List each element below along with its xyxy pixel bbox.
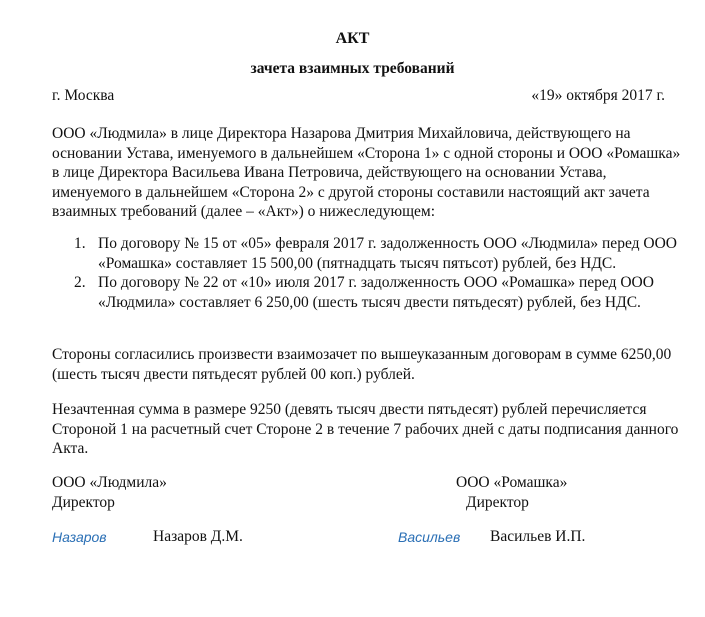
list-item bbox=[52, 234, 692, 273]
signatory-right-name: Васильев И.П. bbox=[490, 528, 586, 545]
list-item bbox=[52, 273, 692, 312]
list-item-number: 1. bbox=[74, 235, 86, 252]
document-date: «19» октября 2017 г. bbox=[531, 87, 665, 104]
intro-paragraph: ООО «Людмила» в лице Директора Назарова Дмитрия Михайловича, действующего на основании Устава, именуемого в дальнейшем «Сторона 1» с одной стороны и ООО «Ромашка» в лице Директора Васильева Ивана Петровича, действующего на основании Устава, именуемого в дальнейшем «Сторона 2» с другой стороны составили настоящий акт зачета взаимных требований (далее – «Акт») о нижеследующем: bbox=[52, 125, 681, 220]
party-left-block bbox=[52, 473, 167, 512]
signature-left: Назаров bbox=[52, 529, 107, 545]
list-item-text: По договору № 15 от «05» февраля 2017 г. задолженность ООО «Людмила» перед ООО «Ромашка» составляет 15 500,00 (пятнадцать тысяч пятьсот) рублей, без НДС. bbox=[98, 235, 677, 272]
party-right-org: ООО «Ромашка» bbox=[456, 474, 568, 491]
document-title: АКТ bbox=[335, 30, 370, 47]
party-right-role: Директор bbox=[466, 493, 529, 511]
party-left-org: ООО «Людмила» bbox=[52, 474, 167, 491]
list-item-text: По договору № 22 от «10» июля 2017 г. задолженность ООО «Ромашка» перед ООО «Людмила» составляет 6 250,00 (шесть тысяч двести пятьдесят) рублей, без НДС. bbox=[98, 274, 654, 311]
party-right-block bbox=[456, 473, 567, 512]
signatory-left-name: Назаров Д.М. bbox=[153, 528, 243, 545]
list-item-number: 2. bbox=[74, 274, 86, 291]
agreement-paragraph: Стороны согласились произвести взаимозачет по вышеуказанным договорам в сумме 6250,00 (шесть тысяч двести пятьдесят рублей 00 коп.) рублей. bbox=[52, 346, 672, 383]
remainder-paragraph: Незачтенная сумма в размере 9250 (девять тысяч двести пятьдесят) рублей перечисляется Стороной 1 на расчетный счет Стороне 2 в течение 7 рабочих дней с даты подписания данного Акта. bbox=[52, 401, 679, 457]
document-city: г. Москва bbox=[52, 87, 115, 104]
signature-right: Васильев bbox=[398, 529, 461, 545]
party-left-role: Директор bbox=[52, 493, 115, 511]
obligations-list bbox=[52, 234, 692, 312]
document-subtitle: зачета взаимных требований bbox=[250, 60, 455, 77]
